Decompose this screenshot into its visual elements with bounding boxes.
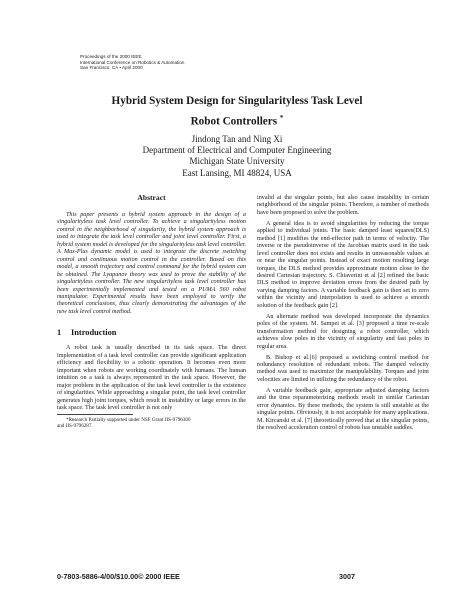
- title-line-1: Hybrid System Design for Singularityless Task Level: [111, 95, 363, 107]
- author-block: [0, 134, 474, 179]
- left-column: [57, 195, 246, 429]
- right-column: [257, 195, 429, 433]
- author-university: Michigan State University: [189, 156, 285, 167]
- title-line-2: [0, 110, 474, 131]
- paragraph-continuation: invalid at the singular points, but also cause instability in certain neighborhood of the singular points. Therefore, a number of methods have been proposed to solve the problem.: [257, 195, 429, 216]
- paragraph-dls-method: A general idea is to avoid singularities by reducing the torque applied to individual joints. The basic damped least squares(DLS) method [1] modifies the end-effector path in terms of velocity. The inverse or the pseudoinverse of the Jacobian matrix used in the task level controller does not exists and results in unreasonable values at or near the singular points. Instead of exact motion resulting large torques, the DLS method provides approximate motion close to the desired Cartesian trajectory. S. Chiaverini et al [2] refined the basic DLS method to improve deviation errors from the desired path by varying damping factors. A variable feedback gain is then set to zero within the vicinity and interpolation is used to achieve a smooth solution of the feedback gain [2].: [257, 220, 429, 309]
- paragraph-dynamics-poles: An alternate method was developed incorporate the dynamics poles of the system. M. Sampei et al. [3] proposed a time re-scale transformation method for designing a robot controller, which achieves slow poles in the vicinity of singularity and fast poles in regular area.: [257, 313, 429, 350]
- paper-title: [0, 93, 474, 131]
- title-line-2-text: Robot Controllers: [190, 115, 278, 128]
- footnote-line-1: *Research Partially supported under NSF Grant IIS-9796300: [66, 417, 191, 424]
- section-title: Introduction: [71, 328, 117, 338]
- footer-isbn: 0-7803-5886-4/00/$10.00© 2000 IEEE: [57, 572, 180, 581]
- proceedings-header: [80, 54, 184, 71]
- introduction-paragraph: A robot task is usually described in its task space. The direct implementation of a task level controller can provide significant application efficiency and flexibility to a robotic operation. It becomes even more important when robots are working coordinately with humans. The human intuition on a task is always represented in the task space. However, the major problem in the application of the task level controller is the existence of singularities. While approaching a singular point, the task level controller generates high joint torques, which result in instability or large errors in the task space. The task level controller is not only: [57, 345, 246, 411]
- abstract-body: [57, 212, 246, 316]
- proceedings-line-1: Proceedings of the 2000 IEEE: [80, 54, 142, 59]
- section-number: 1: [57, 328, 62, 338]
- author-location: East Lansing, MI 48824, USA: [182, 167, 292, 178]
- title-footnote-mark: *: [279, 114, 284, 122]
- footnote-line-2: and IIS-9796287.: [57, 423, 93, 430]
- section-heading-introduction: [57, 328, 246, 338]
- paragraph-variable-feedback: A variable feedback gain, appropriate adjusted damping factors and the time reparameterizing methods result in similar Cartesian error dynamics. By these methods, the system is still unstable at the singular points. Obviously, it is not acceptable for many applications. M. Kircanski et al. [7] theoretically proved that at the singular points, the resolved acceleration control of robots has unstable saddles.: [257, 387, 429, 432]
- paragraph-switching-control: B. Bishop et al.[6] proposed a switching control method for redundancy resolution of redundant robots. The damped velocity method was used to maximize the manipulability. Torques and joint velocities are limited in utilizing the redundancy of the robot.: [257, 354, 429, 383]
- abstract-text: This paper presents a hybrid system approach in the design of a singularityless task level controller. To achieve a singularityless motion control in the neighborhood of singularity, the hybrid system approach is used to integrate the task level controller and joint level controller. First, a hybrid system model is developed for the singularityless task level controller. A Max-Plus dynamic model is used to integrate the discrete switching control and continuous motion control in the controller. Based on this model, a smooth trajectory and control command for the hybrid system can be obtained. The Lyapunov theory was used to prove the stability of the singularityless controller. The new singularityless task level controller has been experimentally implemented and tested on a PUMA 560 robot manipulator. Experimental results have been employed to verify the theoretical conclusions, thus clearly demonstrating the advantages of the new task level control method.: [57, 212, 246, 315]
- footnote-rule: [57, 414, 133, 415]
- page-number: 3007: [339, 572, 355, 581]
- proceedings-line-2: International Conference on Robotics & Automation: [80, 59, 185, 65]
- proceedings-line-3: San Francisco, CA • April 2000: [80, 65, 143, 71]
- author-department: Department of Electrical and Computer Engineering: [142, 145, 332, 156]
- author-names: Jindong Tan and Ning Xi: [191, 134, 283, 144]
- abstract-heading: Abstract: [137, 193, 166, 202]
